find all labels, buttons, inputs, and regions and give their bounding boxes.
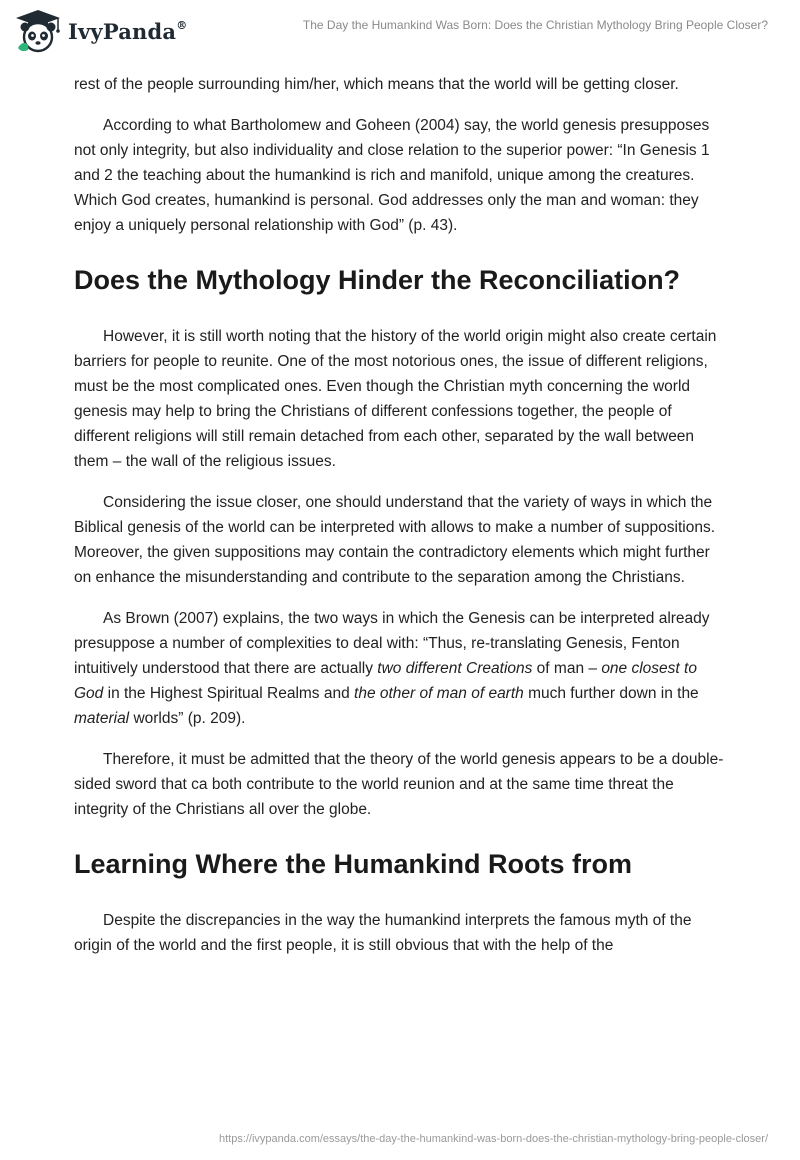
section-heading: Does the Mythology Hinder the Reconciliation? bbox=[74, 265, 681, 295]
paragraph: However, it is still worth noting that the history of the world origin might also create certain barriers for people to reunite. One of the most notorious ones, the issue of different religions, must be the most complicated ones. Even though the Christian myth concerning the world genesis may help to bring the Christians of different confessions together, the people of different religions will still remain detached from each other, separated by the wall between them – the wall of the religious issues. bbox=[74, 328, 717, 470]
brand-name: IvyPanda® bbox=[68, 18, 188, 44]
paragraph: According to what Bartholomew and Goheen (2004) say, the world genesis presupposes not only integrity, but also individuality and close relation to the superior power: “In Genesis 1 and 2 the teaching about the humankind is rich and manifold, unique among the creatures. Which God creates, humankind is personal. God addresses only the man and woman: they enjoy a uniquely personal relationship with God” (p. 43). bbox=[74, 117, 710, 234]
source-url[interactable]: https://ivypanda.com/essays/the-day-the-humankind-was-born-does-the-christian-mythology-bring-people-closer/ bbox=[218, 1133, 768, 1145]
page-header bbox=[0, 0, 800, 64]
document-title: The Day the Humankind Was Born: Does the Christian Mythology Bring People Closer? bbox=[302, 18, 768, 32]
section-heading: Learning Where the Humankind Roots from bbox=[74, 849, 633, 879]
paragraph: Despite the discrepancies in the way the humankind interprets the famous myth of the origin of the world and the first people, it is still obvious that with the help of the bbox=[74, 912, 692, 954]
paragraph: Therefore, it must be admitted that the theory of the world genesis appears to be a double-sided sword that ca both contribute to the world reunion and at the same time threat the integrity of the Christians all over the globe. bbox=[74, 751, 724, 818]
paragraph: Considering the issue closer, one should understand that the variety of ways in which the Biblical genesis of the world can be interpreted with allows to make a number of suppositions. Moreover, the given suppositions may contain the contradictory elements which might further on enhance the misunderstanding and contribute to the separation among the Christians. bbox=[74, 494, 716, 586]
panda-graduate-icon bbox=[14, 8, 62, 54]
essay-body bbox=[74, 72, 726, 974]
brand-logo[interactable] bbox=[14, 8, 187, 54]
paragraph: rest of the people surrounding him/her, which means that the world will be getting closer. bbox=[74, 76, 679, 93]
paragraph: As Brown (2007) explains, the two ways in which the Genesis can be interpreted already presuppose a number of complexities to deal with: “Thus, re-translating Genesis, Fenton intuitively understood that there are actually two different Creations of man – one closest to God in the Highest Spiritual Realms and the other of man of earth much further down in the material worlds” (p. 209). bbox=[74, 610, 710, 727]
